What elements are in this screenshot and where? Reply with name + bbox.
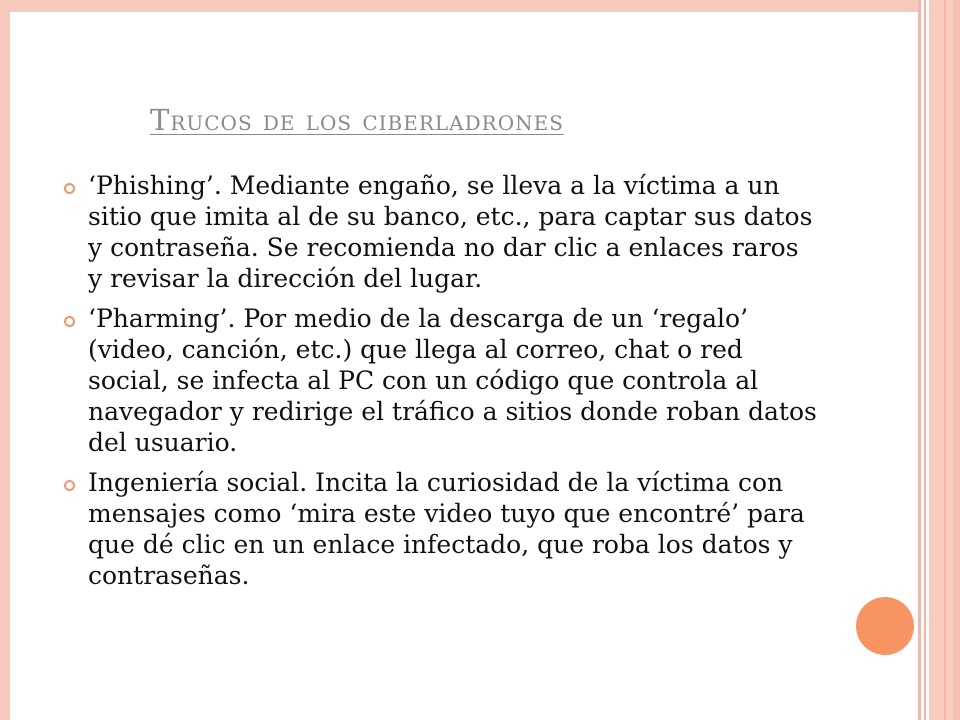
ring-bullet-icon <box>64 316 75 327</box>
bullet-text: ‘Phishing’. Mediante engaño, se lleva a la víctima a un sitio que imita al de su banco, etc., para captar sus datos y contraseña. Se recomienda no dar clic a enlaces raros y revisar la dirección del lugar. <box>88 171 813 293</box>
right-rule-decoration <box>944 0 946 720</box>
bullet-item-phishing <box>58 170 818 294</box>
right-band-decoration <box>929 0 953 720</box>
bullet-text: Ingeniería social. Incita la curiosidad de la víctima con mensajes como ‘mira este video tuyo que encontré’ para que dé clic en un enlace infectado, que roba los datos y contraseñas. <box>88 468 805 590</box>
ring-bullet-icon <box>64 480 75 491</box>
right-edge-decoration <box>953 0 960 720</box>
bullet-text: ‘Pharming’. Por medio de la descarga de un ‘regalo’ (video, canción, etc.) que llega al correo, chat o red social, se infecta al PC con un código que controla al navegador y redirige el tráfico a sitios donde roban datos del usuario. <box>88 304 817 457</box>
right-rule-decoration <box>924 0 926 720</box>
bullet-item-pharming <box>58 303 818 458</box>
ring-bullet-icon <box>64 183 75 194</box>
left-border-decoration <box>0 0 10 720</box>
bullet-list <box>58 170 818 600</box>
slide-title: Trucos de los ciberladrones <box>150 103 564 137</box>
right-rule-decoration <box>918 0 921 720</box>
top-border-decoration <box>0 0 918 12</box>
bullet-item-social-engineering <box>58 467 818 591</box>
orange-circle-icon <box>856 597 914 655</box>
